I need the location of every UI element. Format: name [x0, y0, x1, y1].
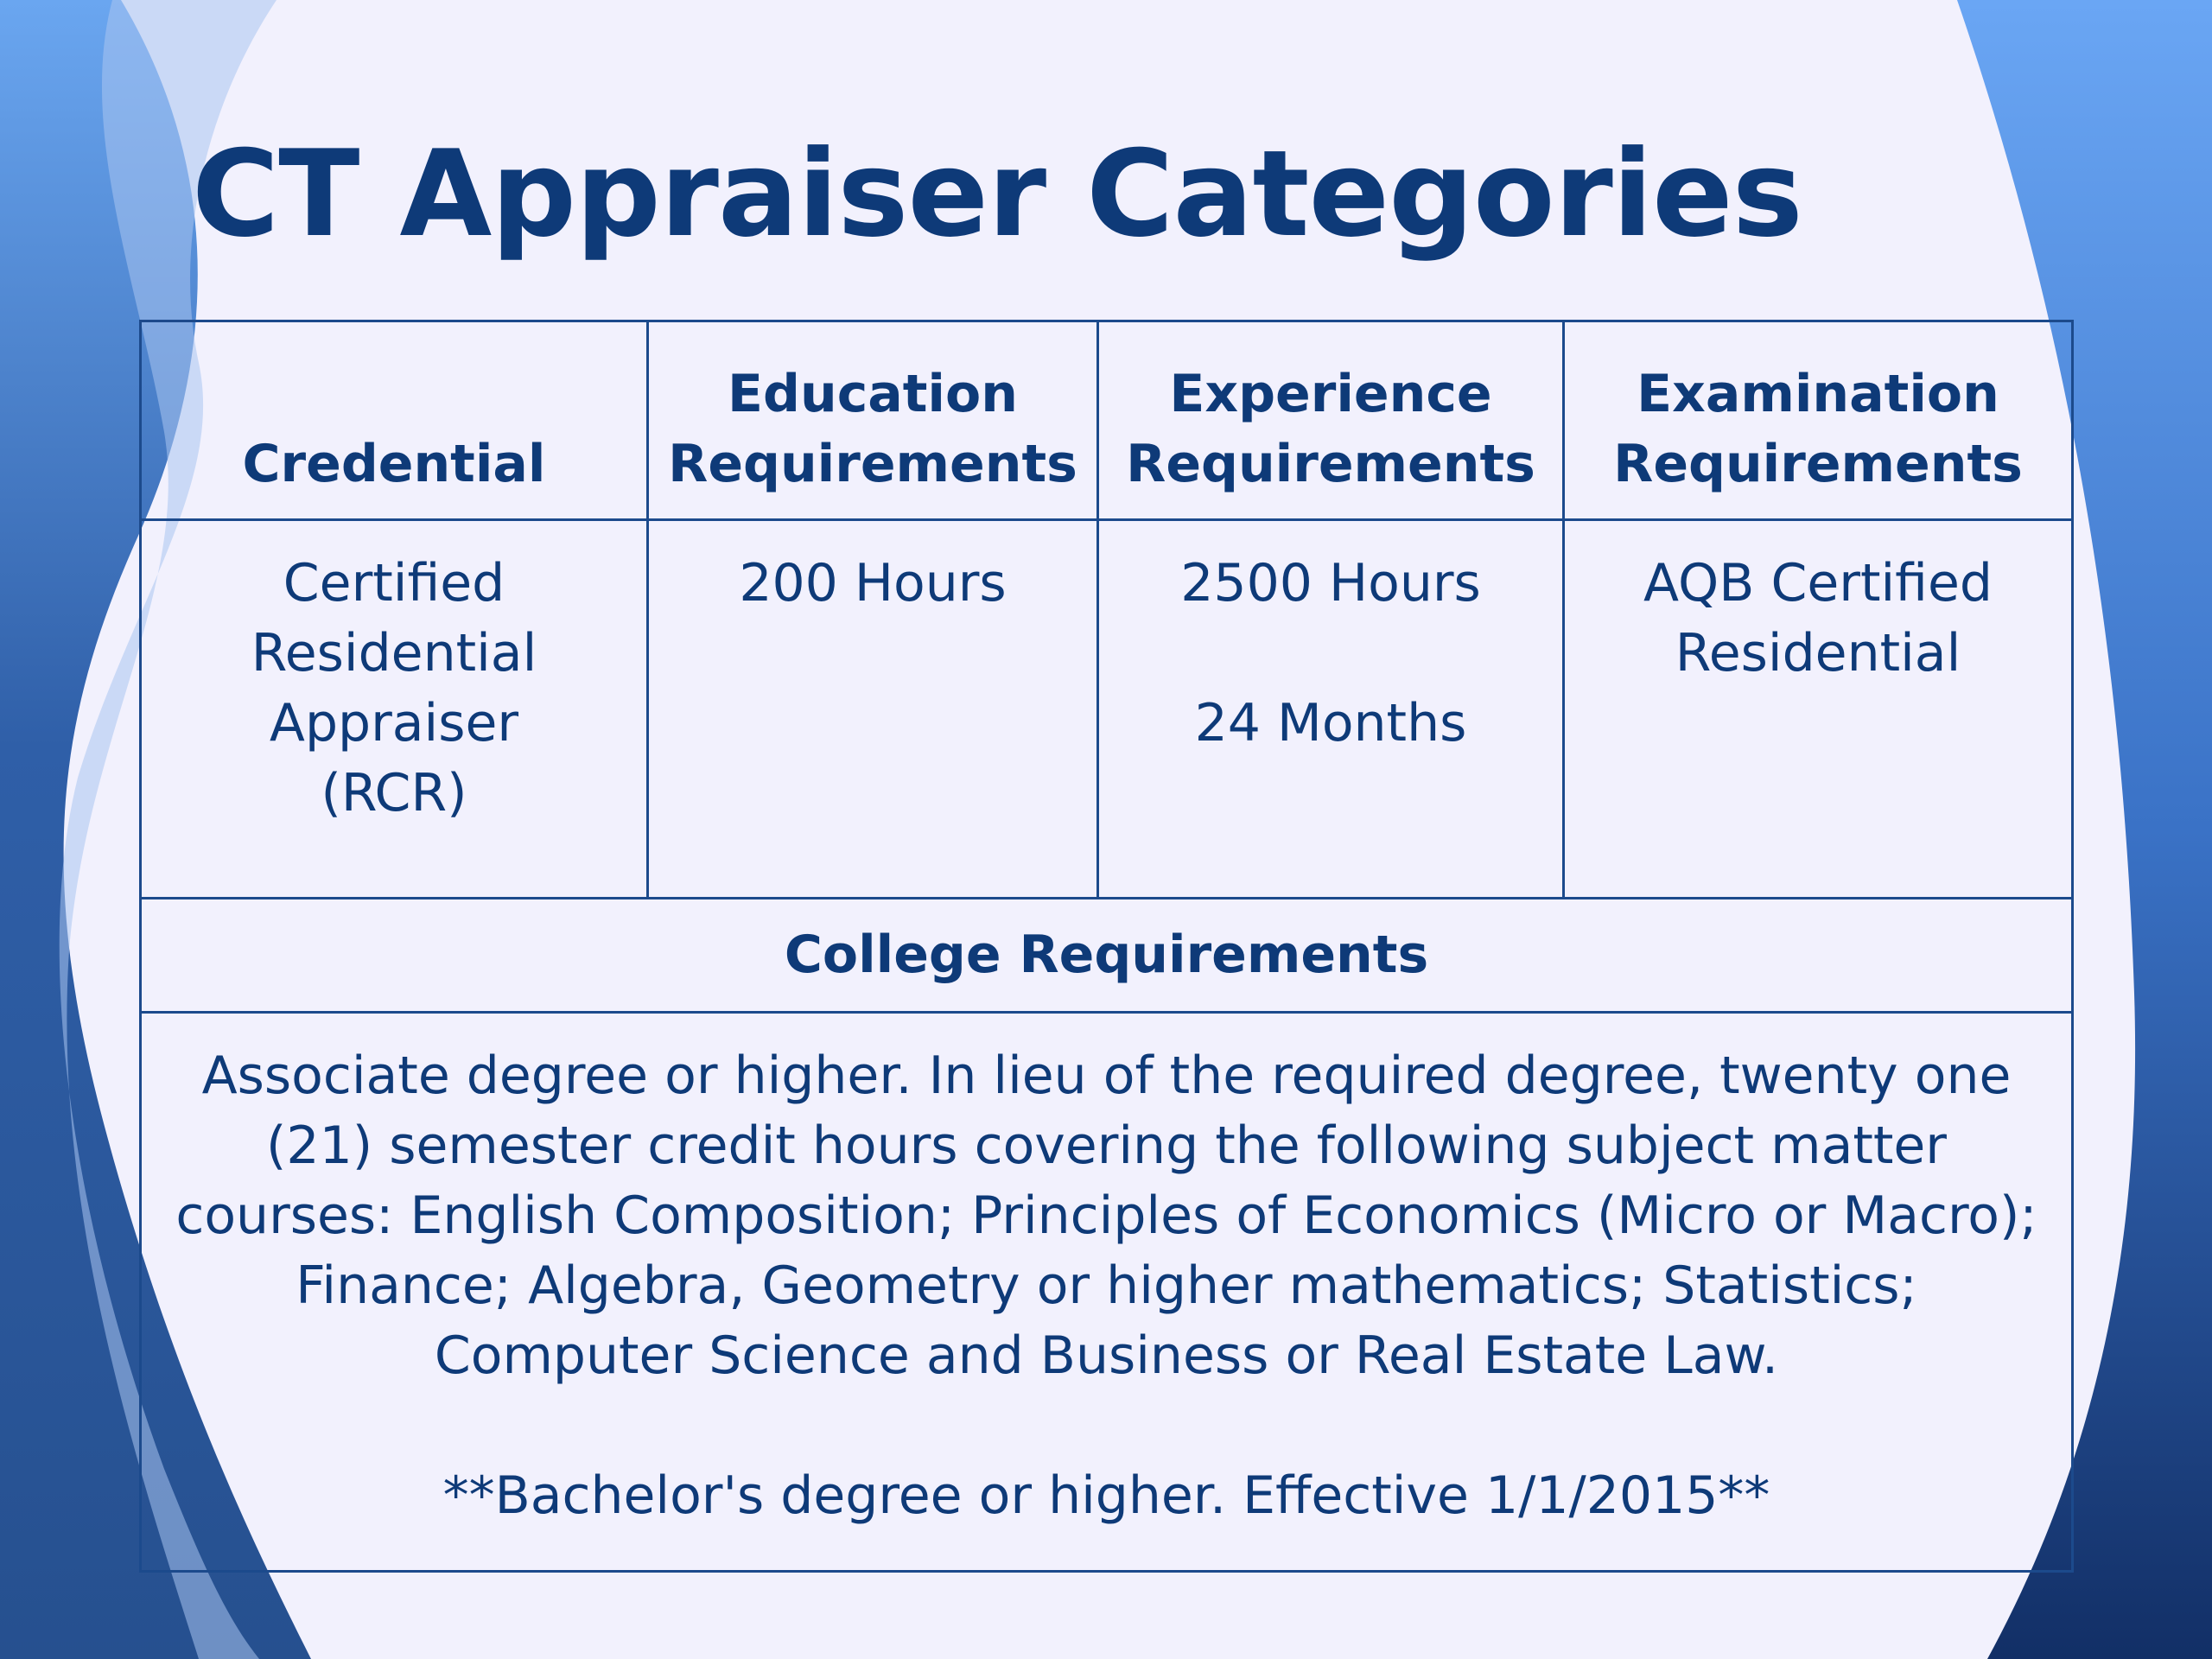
appraiser-requirements-table	[139, 320, 2074, 1573]
experience-hours: 2500 Hours	[1180, 553, 1481, 613]
college-requirements-heading: College Requirements	[141, 899, 2073, 1013]
college-body-row	[141, 1013, 2073, 1572]
cell-examination	[1564, 520, 2073, 899]
header-credential-label: Credential	[242, 434, 546, 494]
credential-line-2: Residential	[251, 623, 537, 683]
header-education-line-1: Education	[728, 364, 1018, 424]
header-experience-line-1: Experience	[1169, 364, 1492, 424]
header-examination	[1564, 321, 2073, 520]
experience-months: 24 Months	[1194, 693, 1467, 753]
college-line-3: courses: English Composition; Principles of Economics (Micro or Macro);	[175, 1185, 2037, 1246]
cell-education	[648, 520, 1098, 899]
college-line-1: Associate degree or higher. In lieu of the required degree, twenty one	[201, 1046, 2012, 1106]
bachelor-degree-note: **Bachelor's degree or higher. Effective 1/1/2015**	[442, 1465, 1770, 1526]
credential-line-3: Appraiser	[269, 693, 519, 753]
header-experience	[1098, 321, 1564, 520]
college-line-2: (21) semester credit hours covering the following subject matter	[266, 1116, 1947, 1176]
header-examination-line-2: Requirements	[1613, 434, 2023, 494]
college-requirements-text	[141, 1013, 2073, 1572]
examination-line-2: Residential	[1675, 623, 1961, 683]
cell-credential	[141, 520, 648, 899]
header-credential	[141, 321, 648, 520]
header-experience-line-2: Requirements	[1126, 434, 1535, 494]
college-header-row	[141, 899, 2073, 1013]
table-row	[141, 520, 2073, 899]
header-education	[648, 321, 1098, 520]
cell-experience	[1098, 520, 1564, 899]
header-examination-line-1: Examination	[1637, 364, 1999, 424]
college-line-5: Computer Science and Business or Real Estate Law.	[434, 1325, 1779, 1386]
college-line-4: Finance; Algebra, Geometry or higher mathematics; Statistics;	[296, 1255, 1917, 1316]
table-header-row	[141, 321, 2073, 520]
header-education-line-2: Requirements	[668, 434, 1077, 494]
slide-title: CT Appraiser Categories	[192, 124, 1802, 264]
credential-line-4: (RCR)	[321, 763, 467, 823]
examination-line-1: AQB Certified	[1643, 553, 1993, 613]
education-hours: 200 Hours	[739, 553, 1007, 613]
credential-line-1: Certified	[283, 553, 505, 613]
